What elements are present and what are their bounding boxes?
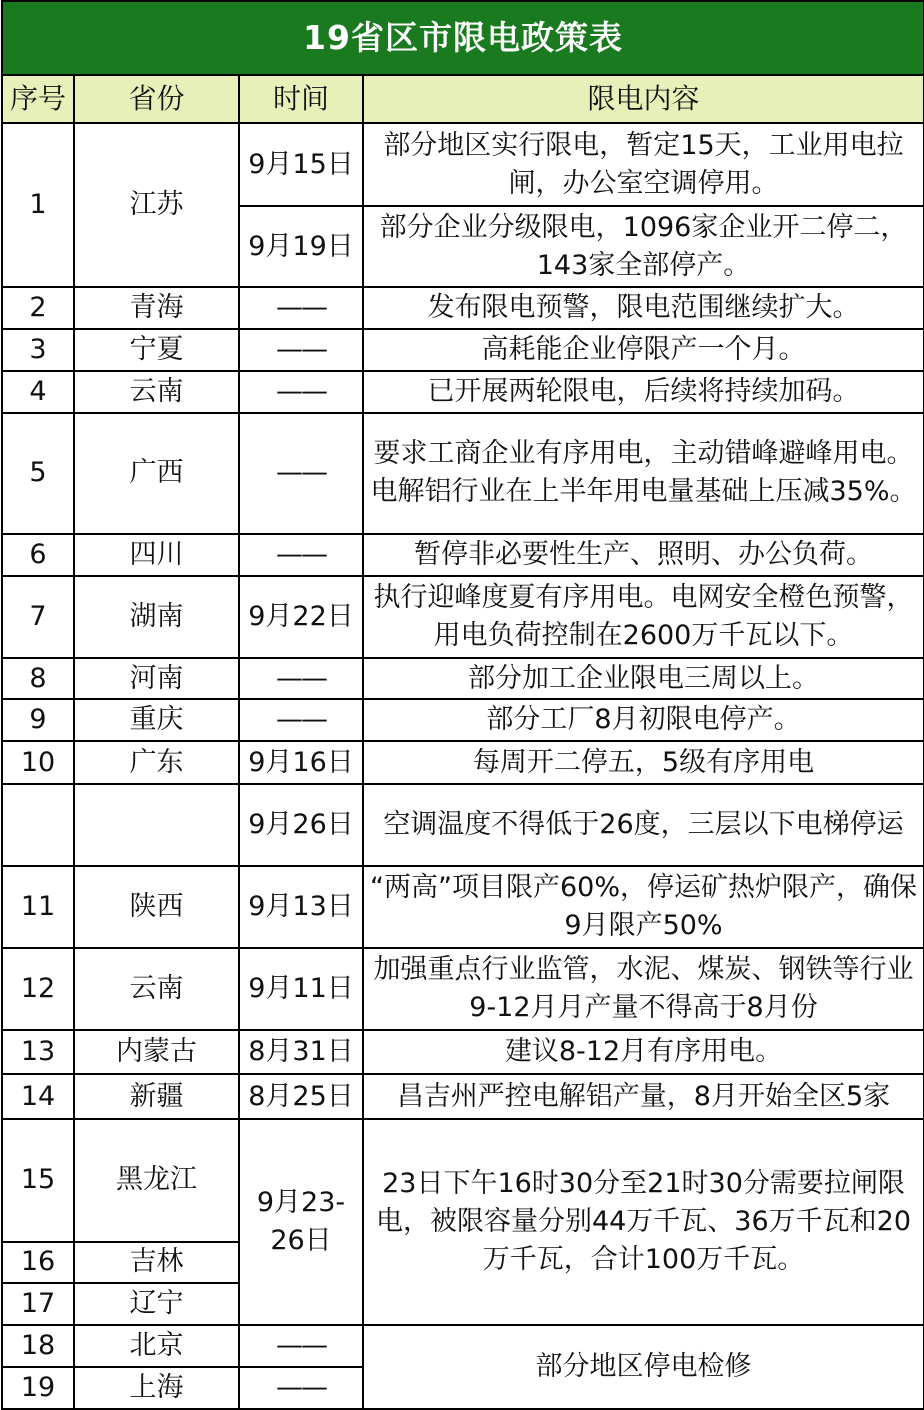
- row-content: 暂停非必要性生产、照明、办公负荷。: [363, 534, 924, 576]
- row-province: 云南: [74, 371, 239, 413]
- row-time: 9月16日: [239, 741, 363, 783]
- row-content: 已开展两轮限电，后续将持续加码。: [363, 371, 924, 413]
- row-no: 7: [2, 576, 74, 658]
- row-time: 8月25日: [239, 1074, 363, 1119]
- header-province: 省份: [74, 75, 239, 123]
- row-content: 空调温度不得低于26度，三层以下电梯停运: [363, 784, 924, 866]
- row-time: ——: [239, 699, 363, 741]
- table-row: [2, 658, 924, 699]
- row-no: 3: [2, 329, 74, 371]
- header-content: 限电内容: [363, 75, 924, 123]
- table-row: [2, 329, 924, 371]
- table-row: [2, 784, 924, 866]
- row-content: 部分地区停电检修: [363, 1325, 924, 1409]
- row-time: 9月22日: [239, 576, 363, 658]
- row-content: 高耗能企业停限产一个月。: [363, 329, 924, 371]
- row-no: 8: [2, 658, 74, 699]
- table-row: [2, 1119, 924, 1241]
- row-no: 2: [2, 287, 74, 329]
- row-content: 部分企业分级限电，1096家企业开二停二，143家全部停产。: [363, 206, 924, 286]
- row-province: 辽宁: [74, 1283, 239, 1325]
- row-time: ——: [239, 413, 363, 534]
- row-no: 18: [2, 1325, 74, 1367]
- row-content: 部分地区实行限电，暂定15天，工业用电拉闸，办公室空调停用。: [363, 123, 924, 206]
- row-province: 广西: [74, 413, 239, 534]
- table-row: [2, 413, 924, 534]
- row-content: 23日下午16时30分至21时30分需要拉闸限电，被限容量分别44万千瓦、36万千瓦和20万千瓦，合计100万千瓦。: [363, 1119, 924, 1324]
- row-content: 每周开二停五，5级有序用电: [363, 741, 924, 783]
- table-row: [2, 741, 924, 783]
- row-time: 9月11日: [239, 948, 363, 1030]
- row-content: 加强重点行业监管，水泥、煤炭、钢铁等行业9-12月月产量不得高于8月份: [363, 948, 924, 1030]
- table-row: [2, 948, 924, 1030]
- row-time: 9月13日: [239, 866, 363, 948]
- row-content: 部分加工企业限电三周以上。: [363, 658, 924, 699]
- row-no: 12: [2, 948, 74, 1030]
- row-no: 6: [2, 534, 74, 576]
- header-time: 时间: [239, 75, 363, 123]
- row-province: 重庆: [74, 699, 239, 741]
- row-province: 湖南: [74, 576, 239, 658]
- header-no: 序号: [2, 75, 74, 123]
- row-no: 10: [2, 741, 74, 783]
- row-province: 陕西: [74, 866, 239, 948]
- table-row: [2, 1325, 924, 1367]
- row-no: 13: [2, 1030, 74, 1074]
- table-title: 19省区市限电政策表: [2, 1, 924, 75]
- row-province: 上海: [74, 1367, 239, 1409]
- row-time: 9月23-26日: [239, 1119, 363, 1324]
- title-row: [2, 1, 924, 75]
- row-province: [74, 784, 239, 866]
- row-no: 11: [2, 866, 74, 948]
- row-no: [2, 784, 74, 866]
- row-province: 青海: [74, 287, 239, 329]
- row-no: 5: [2, 413, 74, 534]
- row-time: ——: [239, 534, 363, 576]
- row-content: 执行迎峰度夏有序用电。电网安全橙色预警，用电负荷控制在2600万千瓦以下。: [363, 576, 924, 658]
- row-content: 发布限电预警，限电范围继续扩大。: [363, 287, 924, 329]
- table-row: [2, 1030, 924, 1074]
- row-time: ——: [239, 329, 363, 371]
- row-time: ——: [239, 658, 363, 699]
- table-row: [2, 866, 924, 948]
- row-time: 9月19日: [239, 206, 363, 286]
- row-province: 北京: [74, 1325, 239, 1367]
- row-no: 19: [2, 1367, 74, 1409]
- row-content: 要求工商企业有序用电，主动错峰避峰用电。电解铝行业在上半年用电量基础上压减35%。: [363, 413, 924, 534]
- row-time: ——: [239, 371, 363, 413]
- row-time: 9月15日: [239, 123, 363, 206]
- table-row: [2, 534, 924, 576]
- row-province: 内蒙古: [74, 1030, 239, 1074]
- table-row: [2, 287, 924, 329]
- header-row: [2, 75, 924, 123]
- row-province: 云南: [74, 948, 239, 1030]
- row-province: 江苏: [74, 123, 239, 286]
- row-no: 14: [2, 1074, 74, 1119]
- row-no: 9: [2, 699, 74, 741]
- row-no: 16: [2, 1242, 74, 1283]
- table-row: [2, 699, 924, 741]
- row-time: ——: [239, 1367, 363, 1409]
- power-restriction-table: [1, 0, 924, 1410]
- row-province: 广东: [74, 741, 239, 783]
- row-time: 9月26日: [239, 784, 363, 866]
- table-row: [2, 576, 924, 658]
- row-province: 新疆: [74, 1074, 239, 1119]
- row-time: 8月31日: [239, 1030, 363, 1074]
- row-province: 宁夏: [74, 329, 239, 371]
- row-time: ——: [239, 287, 363, 329]
- row-province: 四川: [74, 534, 239, 576]
- table-row: [2, 371, 924, 413]
- row-content: 建议8-12月有序用电。: [363, 1030, 924, 1074]
- row-content: “两高”项目限产60%，停运矿热炉限产，确保9月限产50%: [363, 866, 924, 948]
- row-no: 17: [2, 1283, 74, 1325]
- row-province: 黑龙江: [74, 1119, 239, 1241]
- row-no: 1: [2, 123, 74, 286]
- row-no: 4: [2, 371, 74, 413]
- row-no: 15: [2, 1119, 74, 1241]
- row-time: ——: [239, 1325, 363, 1367]
- table-row: [2, 1074, 924, 1119]
- row-content: 昌吉州严控电解铝产量，8月开始全区5家: [363, 1074, 924, 1119]
- row-province: 河南: [74, 658, 239, 699]
- row-province: 吉林: [74, 1242, 239, 1283]
- row-content: 部分工厂8月初限电停产。: [363, 699, 924, 741]
- table-row: [2, 123, 924, 206]
